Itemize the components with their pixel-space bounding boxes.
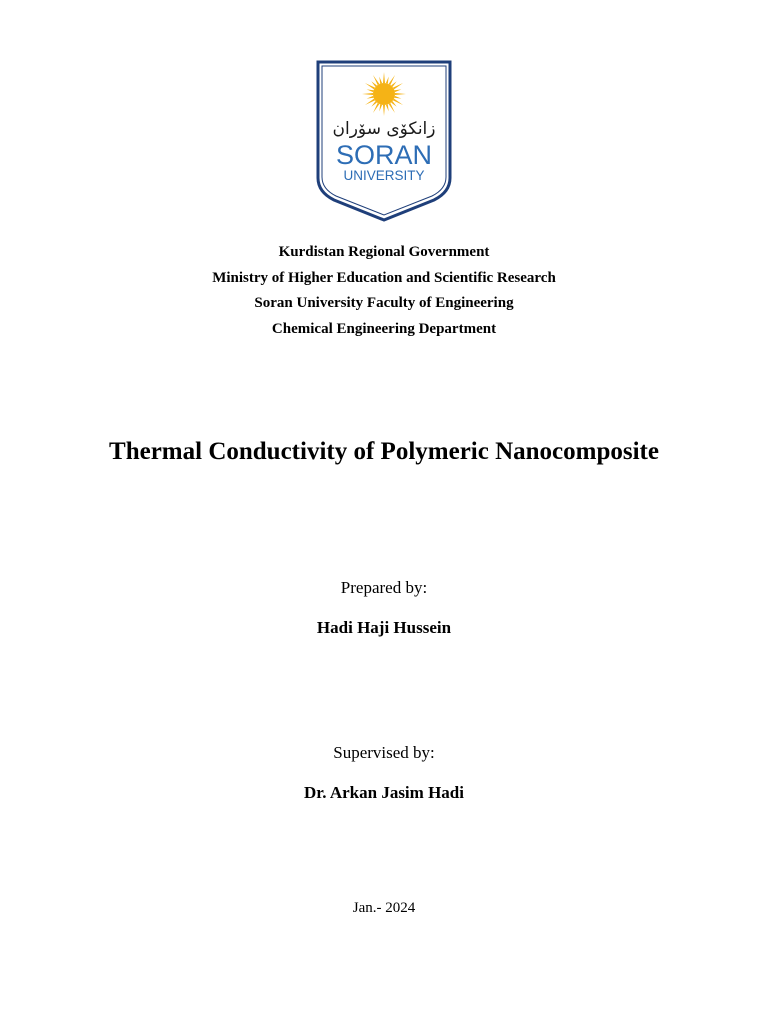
supervised-by-label: Supervised by: — [333, 743, 435, 762]
department-line: Chemical Engineering Department — [271, 321, 497, 337]
logo-name-soran: SORAN — [335, 140, 433, 170]
government-line: Kurdistan Regional Government — [278, 244, 490, 260]
soran-university-logo — [316, 60, 452, 222]
supervisor-name: Dr. Arkan Jasim Hadi — [304, 783, 464, 802]
document-title: Thermal Conductivity of Polymeric Nanocomposite — [109, 438, 659, 465]
author-name: Hadi Haji Hussein — [316, 618, 452, 637]
logo-kurdish-text: زانکۆی سۆران — [332, 119, 436, 139]
prepared-by-label: Prepared by: — [340, 578, 428, 597]
faculty-line: Soran University Faculty of Engineering — [254, 295, 514, 311]
submission-date: Jan.- 2024 — [352, 900, 416, 916]
sun-disc — [373, 83, 395, 105]
ministry-line: Ministry of Higher Education and Scientific Research — [212, 270, 556, 286]
logo-name-university: UNIVERSITY — [343, 168, 425, 183]
